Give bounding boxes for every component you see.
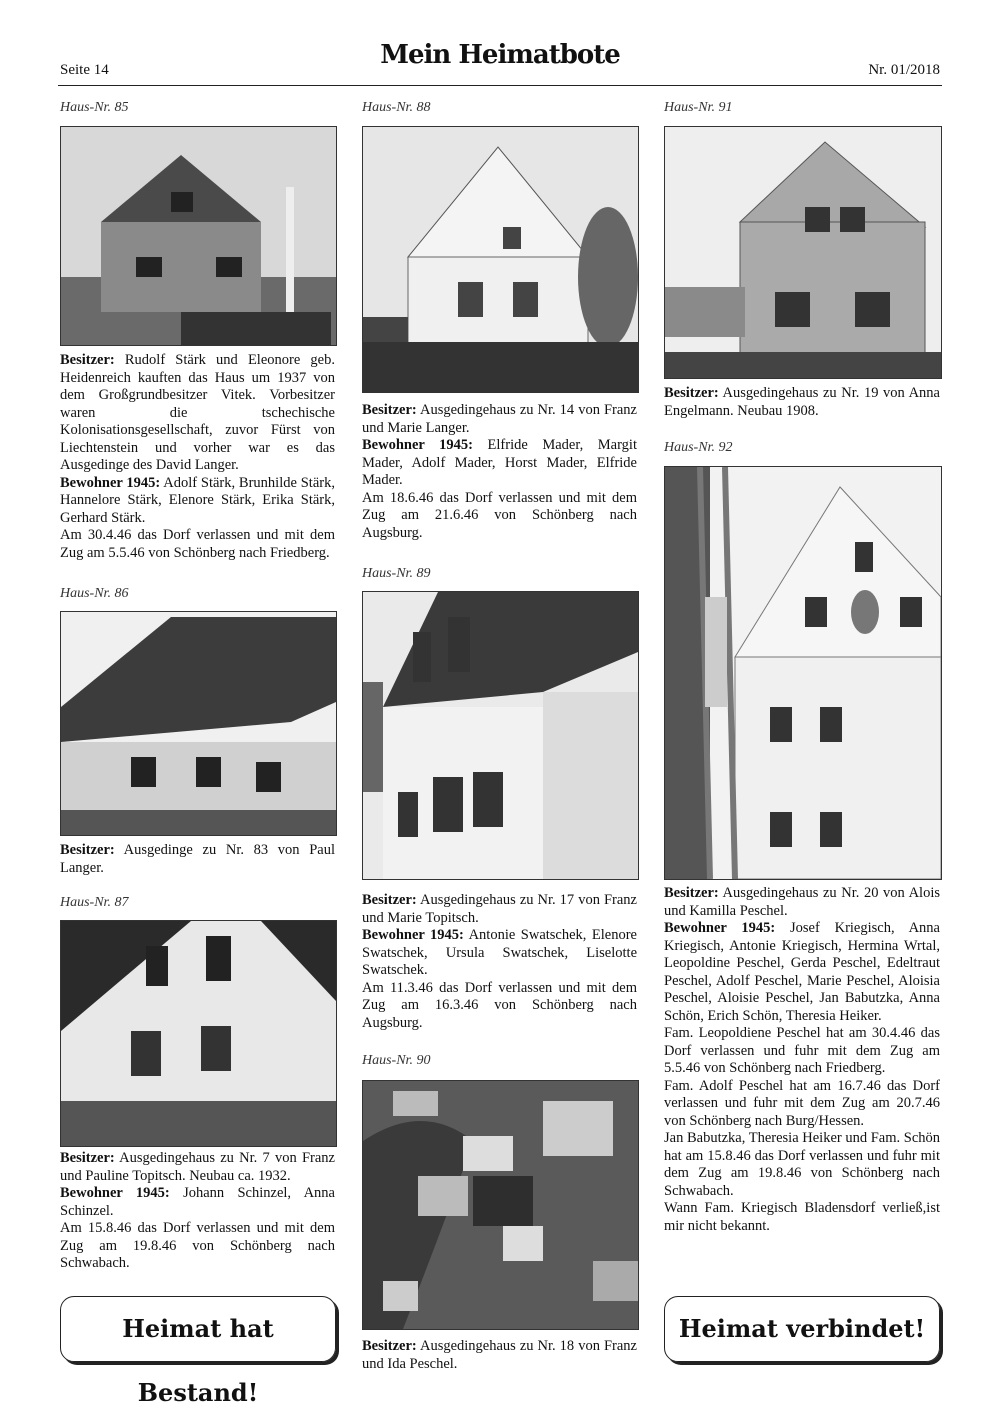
text-block-88: [362, 402, 637, 542]
text-block-89: [362, 892, 637, 1032]
para-residents: Bewohner 1945: Adolf Stärk, Brunhilde Stärk, Hannelore Stärk, Elenore Stärk, Erika Stärk, Gerhard Stärk.: [60, 474, 335, 526]
para-departure: Am 15.8.46 das Dorf verlassen und mit dem Zug am 19.8.46 von Schönberg nach Schwabach.: [60, 1220, 335, 1271]
issue-number: Nr. 01/2018: [868, 62, 940, 78]
caption-90: Haus-Nr. 90: [362, 1053, 431, 1068]
text-block-85: [60, 352, 335, 562]
para-owner: Besitzer: Ausgedingehaus zu Nr. 19 von Anna Engelmann. Neubau 1908.: [664, 385, 940, 419]
para-departure-1: Fam. Leopoldiene Peschel hat am 30.4.46 das Dorf verlassen und fuhr mit dem Zug am 5.5.46 von Schönberg nach Friedberg.: [664, 1025, 940, 1076]
para-residents: Bewohner 1945: Josef Kriegisch, Anna Kriegisch, Antonie Kriegisch, Hermina Wrtal, Leopoldine Peschel, Gerda Peschel, Edeltraut Peschel, Adolf Peschel, Marie Peschel, Aloisia Peschel, Aloisie Peschel, Jan Babutzka, Anna Schön, Erich Schön, Theresia Heiker.: [664, 920, 940, 1024]
photo-house-87: [60, 920, 337, 1147]
photo-house-86: [60, 611, 337, 836]
para-owner: Besitzer: Ausgedingehaus zu Nr. 20 von Alois und Kamilla Peschel.: [664, 885, 940, 919]
para-departure: Am 30.4.46 das Dorf verlassen und mit dem Zug am 5.5.46 von Schönberg nach Friedberg.: [60, 527, 335, 561]
slogan-left: Heimat hat Bestand!: [60, 1296, 336, 1362]
photo-house-92: [664, 466, 942, 880]
text-block-86: [60, 842, 335, 877]
para-owner: Besitzer: Ausgedingehaus zu Nr. 17 von Franz und Marie Topitsch.: [362, 892, 637, 926]
caption-91: Haus-Nr. 91: [664, 100, 733, 115]
text-block-90: [362, 1338, 637, 1373]
para-note: Wann Fam. Kriegisch Bladensdorf verließ,ist mir nicht bekannt.: [664, 1200, 940, 1234]
caption-88: Haus-Nr. 88: [362, 100, 431, 115]
photo-aerial-90: [362, 1080, 639, 1330]
para-residents: Bewohner 1945: Johann Schinzel, Anna Schinzel.: [60, 1185, 335, 1219]
page-number: Seite 14: [60, 62, 109, 78]
caption-87: Haus-Nr. 87: [60, 895, 129, 910]
caption-89: Haus-Nr. 89: [362, 566, 431, 581]
caption-86: Haus-Nr. 86: [60, 586, 129, 601]
para-owner: Besitzer: Ausgedingehaus zu Nr. 18 von Franz und Ida Peschel.: [362, 1338, 637, 1372]
para-departure: Am 18.6.46 das Dorf verlassen und mit dem Zug am 21.6.46 von Schönberg nach Augsburg.: [362, 489, 637, 541]
caption-92: Haus-Nr. 92: [664, 440, 733, 455]
para-departure: Am 11.3.46 das Dorf verlassen und mit dem Zug am 16.3.46 von Schönberg nach Augsburg.: [362, 979, 637, 1031]
caption-85: Haus-Nr. 85: [60, 100, 129, 115]
photo-house-88: [362, 126, 639, 393]
para-departure-2: Fam. Adolf Peschel hat am 16.7.46 das Dorf verlassen und fuhr mit dem Zug am 20.7.46 von Schönberg nach Burg/Hessen.: [664, 1077, 940, 1129]
photo-house-85: [60, 126, 337, 346]
masthead-title: Mein Heimatbote: [380, 40, 620, 70]
para-departure-3: Jan Babutzka, Theresia Heiker und Fam. Schön hat am 15.8.46 das Dorf verlassen und fuhr mit dem Zug am 19.8.46 von Schönberg nach Schwabach.: [664, 1130, 940, 1199]
para-residents: Bewohner 1945: Elfride Mader, Margit Mader, Adolf Mader, Horst Mader, Elfride Mader.: [362, 437, 637, 488]
para-owner: Besitzer: Ausgedingehaus zu Nr. 14 von Franz und Marie Langer.: [362, 402, 637, 436]
photo-house-89: [362, 591, 639, 880]
text-block-91: [664, 385, 940, 420]
photo-house-91: [664, 126, 942, 379]
text-block-92: [664, 885, 940, 1235]
para-owner: Besitzer: Ausgedingehaus zu Nr. 7 von Franz und Pauline Topitsch. Neubau ca. 1932.: [60, 1150, 335, 1184]
para-owner: Besitzer: Rudolf Stärk und Eleonore geb. Heidenreich kauften das Haus um 1937 von dem Großgrundbesitzer Vitek. Vorbesitzer waren die tschechische Kolonisationsgesellschaft, zuvor Fürst von Liechtenstein und vorher war es das Ausgedinge des David Langer.: [60, 352, 335, 473]
header-rule: [58, 85, 942, 86]
para-residents: Bewohner 1945: Antonie Swatschek, Elenore Swatschek, Ursula Swatschek, Liselotte Swatschek.: [362, 927, 637, 978]
text-block-87: [60, 1150, 335, 1273]
para-owner: Besitzer: Ausgedinge zu Nr. 83 von Paul Langer.: [60, 842, 335, 876]
slogan-right: Heimat verbindet!: [664, 1296, 940, 1362]
